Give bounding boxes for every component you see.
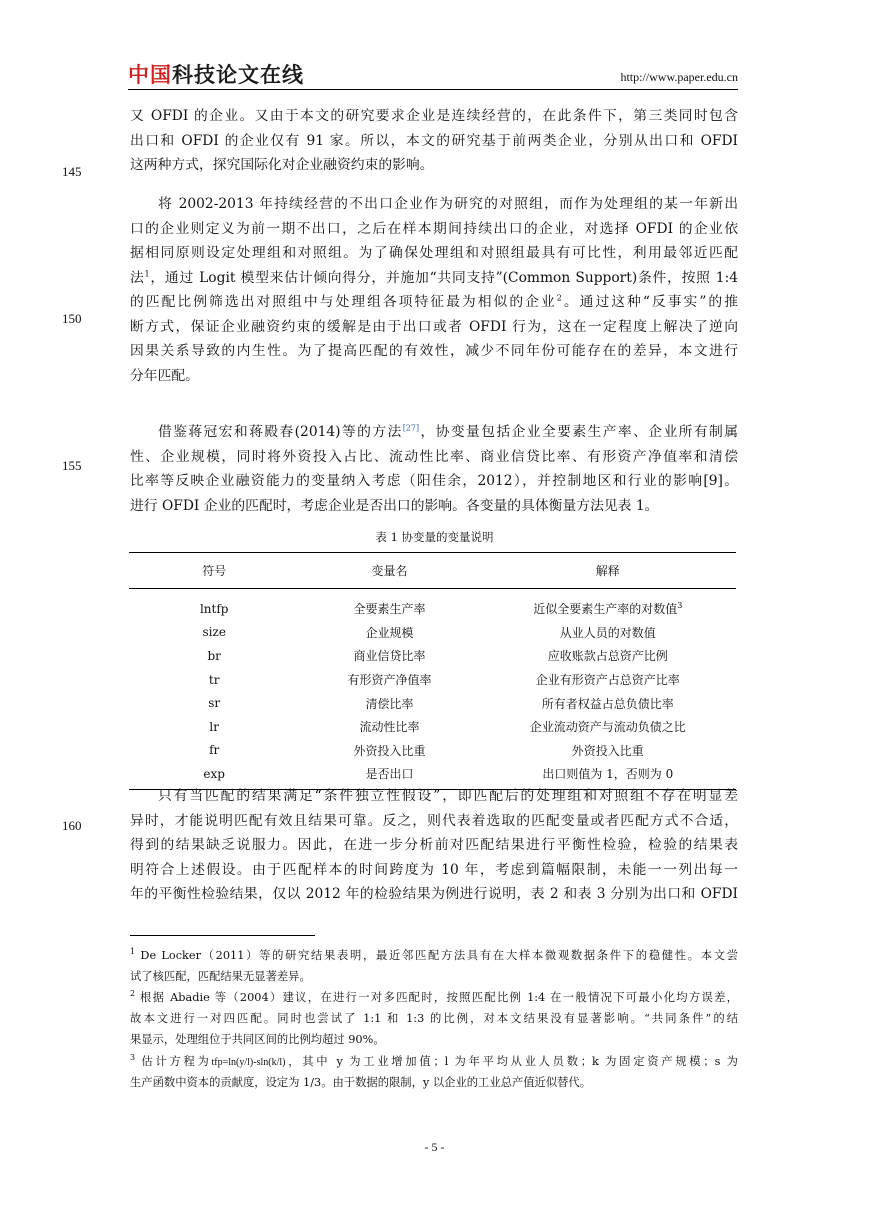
table-cell: 企业有形资产占总资产比率 [535,673,680,688]
table-cell [480,589,736,621]
text-line: 这两种方式，探究国际化对企业融资约束的影响。 [130,157,434,173]
footnote-line [130,945,738,966]
table-cell: 外资投入比重 [571,743,644,758]
table-row [129,589,736,621]
page-number: - 5 - [424,1140,445,1154]
text-segment: 借鉴蒋冠宏和蒋殿春(2014)等的方法 [158,424,403,440]
page-header [128,62,738,90]
table-cell: 从业人员的对数值 [559,625,656,640]
table-cell: exp [129,762,299,789]
footnote-rule [130,935,315,936]
table-row [129,644,736,668]
text-line: 性、企业规模，同时将外资投入占比、流动性比率、商业信贷比率、有形资产净值率和清偿 [130,448,738,465]
table-cell: lntfp [199,601,229,616]
text-line: 只有当匹配的结果满足“条件独立性假设”，即匹配后的处理组和对照组不存在明显差 [158,788,738,804]
table-cell: tr [208,672,220,687]
table-cell: lr [209,719,219,734]
table-cell: 是否出口 [299,762,479,789]
text-segment: ，协变量包括企业全要素生产率、企业所有制属 [419,424,738,440]
footnote-line [130,1051,738,1072]
table-cell: 企业规模 [365,625,414,640]
logo-text-dark: 科技论文在线 [172,63,304,87]
line-number-145: 145 [62,164,82,179]
text-line [130,420,738,445]
footnote-line: 故本文进行一对四匹配。同时也尝试了 1:1 和 1:3 的比例，对本文结果没有显著影响。“共同条件”的结 [130,1012,738,1025]
site-logo [128,62,304,88]
footnote-text: De Locker（2011）等的研究结果表明，最近邻匹配方法具有在大样本微观数据条件下的稳健性。本文尝 [140,949,739,962]
column-header: 符号 [129,553,299,589]
footnote-mark: 3 [130,1053,136,1063]
table-cell: 全要素生产率 [353,602,426,617]
header-url: http://www.paper.edu.cn [620,70,738,84]
table-cell: 清偿比率 [365,696,414,711]
text-line [130,266,738,291]
footnote-ref-3: 3 [677,601,683,611]
table-row [129,739,736,763]
text-segment: ，通过 Logit 模型来估计倾向得分，并施加“共同支持”(Common Support)条件，按照 1:4 [149,269,738,286]
footnote-text: 根据 Abadie 等（2004）建议，在进行一对多匹配时，按照匹配比例 1:4 在一般情况下可最小化均方误差， [140,991,738,1004]
table-cell: br [207,648,221,663]
footnote-line: 生产函数中资本的贡献度，设定为 1/3。由于数据的限制，y 以企业的工业总产值近似替代。 [130,1076,592,1089]
text-segment: 的匹配比例筛选出对照组中与处理组各项特征最为相似的企业 [130,294,557,310]
header-rule [128,89,738,90]
text-line: 据相同原则设定处理组和对照组。为了确保处理组和对照组最具有可比性，利用最邻近匹配 [130,245,738,261]
table-cell: 流动性比率 [359,720,420,735]
table-cell: 企业流动资产与流动负债之比 [529,720,686,735]
text-line: 口的企业则定义为前一期不出口，之后在样本期间持续出口的企业，对选择 OFDI 的企业依 [130,220,738,237]
paragraph-2 [130,192,738,388]
text-line: 进行 OFDI 企业的匹配时，考虑企业是否出口的影响。各变量的具体衡量方法见表 1。 [130,497,659,514]
footnote-mark: 2 [130,989,136,999]
footnote-1 [130,945,738,987]
table-cell: 所有者权益占总负债比率 [541,696,674,711]
text-line: 将 2002-2013 年持续经营的不出口企业作为研究的对照组，而作为处理组的某一年新出 [158,196,738,212]
column-header: 解释 [480,553,736,589]
table-title: 表 1 协变量的变量说明 [375,530,494,544]
text-segment: 法 [130,269,145,286]
table-cell: fr [209,743,220,758]
logo-text-red: 中国 [128,63,172,87]
table-header-row [129,553,736,589]
footnote-2 [130,987,738,1050]
text-segment: 。通过这种“反事实”的推 [561,294,738,310]
paragraph-4 [130,784,738,907]
line-number-150: 150 [62,311,82,326]
text-line: 断方式，保证企业融资约束的缓解是由于出口或者 OFDI 行为，这在一定程度上解决了逆向 [130,318,738,335]
footnote-text: ，其中 y 为工业增加值；l 为年平均从业人员数；k 为固定资产规模；s 为 [285,1055,738,1068]
table-row [129,621,736,645]
table-cell-text: 近似全要素生产率的对数值 [533,602,678,617]
text-line: 因果关系导致的内生性。为了提高匹配的有效性，减少不同年份可能存在的差异，本文进行 [130,343,738,359]
table-cell: sr [208,696,221,711]
table-row [129,715,736,739]
footnote-ref-2: 2 [556,293,562,303]
text-line: 明符合上述假设。由于匹配样本的时间跨度为 10 年，考虑到篇幅限制，未能一一列出每一 [130,861,738,878]
footnote-ref-1: 1 [144,268,150,278]
footnote-mark: 1 [130,947,136,957]
table-row [129,691,736,715]
table-cell: 应收账款占总资产比例 [547,649,668,664]
paragraph-3 [130,420,738,518]
footnote-line: 果显示，处理组位于共同区间的比例均超过 90%。 [130,1033,385,1046]
table-cell: 商业信贷比率 [353,649,426,664]
text-line: 年的平衡性检验结果，仅以 2012 年的检验结果为例进行说明，表 2 和表 3 分别为出口和 OFDI [130,886,738,902]
table-cell: size [202,625,226,640]
footnote-line [130,987,738,1008]
text-line [130,290,738,315]
formula: tfp=ln(y/l)-sln(k/l) [211,1057,286,1068]
text-line: 又 OFDI 的企业。又由于本文的研究要求企业是连续经营的，在此条件下，第三类同时包含 [130,108,738,124]
table-cell: 有形资产净值率 [347,673,432,688]
table-cell: 外资投入比重 [353,743,426,758]
line-number-160: 160 [62,818,82,833]
footnote-3 [130,1051,738,1093]
footnote-text: 估计方程为 [141,1055,212,1068]
text-line: 出口和 OFDI 的企业仅有 91 家。所以，本文的研究基于前两类企业，分别从出口和 OFDI [130,132,738,149]
table-row [129,668,736,692]
footnote-line: 试了核匹配，匹配结果无显著差异。 [130,970,311,983]
text-line: 得到的结果缺乏说服力。因此，在进一步分析前对匹配结果进行平衡性检验，检验的结果表 [130,837,738,853]
citation-link-27[interactable]: [27] [402,423,420,433]
column-header: 变量名 [299,553,479,589]
table-cell: 出口则值为 1，否则为 0 [480,762,736,789]
text-line: 异时，才能说明匹配有效且结果可靠。反之，则代表着选取的匹配变量或者匹配方式不合适， [130,812,738,829]
text-line: 分年匹配。 [130,367,199,384]
paragraph-1 [130,104,738,178]
covariate-table [129,552,736,790]
text-line: 比率等反映企业融资能力的变量纳入考虑（阳佳余，2012），并控制地区和行业的影响[9]。 [130,473,738,489]
line-number-155: 155 [62,458,82,473]
